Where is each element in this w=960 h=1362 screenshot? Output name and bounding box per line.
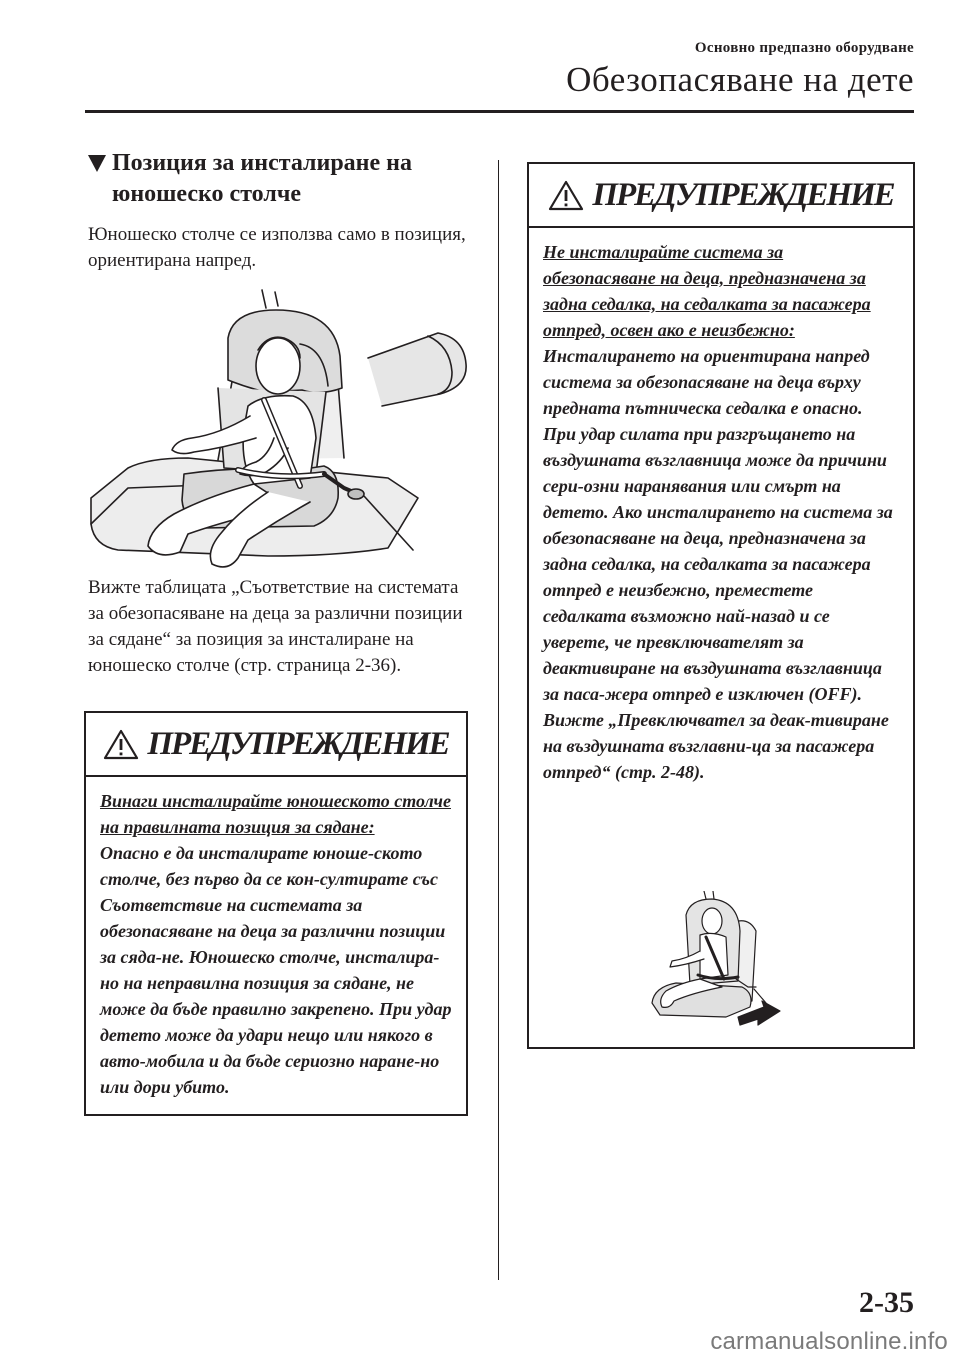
warning-title: Не инсталирайте система за обезопасяване на деца, предназначена за задна седалка, на седалката за пасажера отпред, освен ако е неизбежно: [543, 242, 871, 340]
watermark: carmanualsonline.info [710, 1328, 948, 1355]
heading-text: Позиция за инсталиране на юношеско столче [112, 150, 412, 207]
triangle-down-icon [88, 155, 106, 172]
reference-paragraph: Вижте таблицата „Съответствие на системата за обезопасяване на деца за различни позиции за сядане“ за позиция за инсталиране на юношеско столче (стр. страница 2-36). [88, 577, 463, 676]
column-divider [498, 160, 499, 1280]
warning-title: Винаги инсталирайте юношеското столче на правилната позиция за сядане: [100, 791, 451, 837]
page-number: 2-35 [859, 1286, 914, 1319]
warning-text: Опасно е да инсталирате юноше-ското столче, без първо да се кон-султирате със Съответствие на системата за обезопасяване на деца за различни позиции за сяда-не. Юношеско столче, инсталира-но на неправилна позиция за сядане, не може да бъде правилно закрепено. При удар детето може да удари нещо или някого в авто-мобила и да бъде сериозно нaране-но или дори убито. [100, 843, 452, 1097]
warning-box-left [84, 711, 468, 1116]
booster-seat-illustration [88, 288, 473, 575]
warning-body [529, 228, 913, 799]
section-label: Основно предпазно оборудване [694, 40, 914, 56]
warning-triangle-icon [103, 728, 139, 760]
warning-body [86, 777, 466, 1114]
page-title: Обезопасяване на дете [566, 60, 914, 99]
warning-header [86, 713, 466, 777]
intro-paragraph: Юношеско столче се използва само в позиция, ориентирана напред. [88, 224, 466, 271]
warning-label: ПРЕДУПРЕЖДЕНИЕ [147, 725, 449, 762]
warning-text: Инсталирането на ориентирана напред система за обезопасяване на деца върху предната пътническа седалка е опасно. При удар силата при разгръщането на въздушната възглавница може да причини сери-озни наранявания или смърт на детето. Ако инсталирането на система за обезопасяване на деца, предназначена за задна седалка, на седалката за пасажера отпред е неизбежно, преместете седалката възможно най-назад и се уверете, че превключвателят за деактивиране на въздушната възглавница за паса-жера отпред е изключен (OFF). Вижте „Превключвател за деак-тивиране на въздушната възглавни-ца за пасажера отпред“ (стр. 2-48). [543, 346, 893, 782]
section-heading [88, 148, 473, 210]
header-rule [85, 110, 914, 113]
warning-box-right [527, 162, 915, 1049]
left-column [88, 148, 473, 1116]
warning-triangle-icon [548, 179, 584, 211]
front-seat-booster-illustration [646, 891, 786, 1031]
warning-label: ПРЕДУПРЕЖДЕНИЕ [592, 176, 894, 213]
warning-header [529, 164, 913, 228]
